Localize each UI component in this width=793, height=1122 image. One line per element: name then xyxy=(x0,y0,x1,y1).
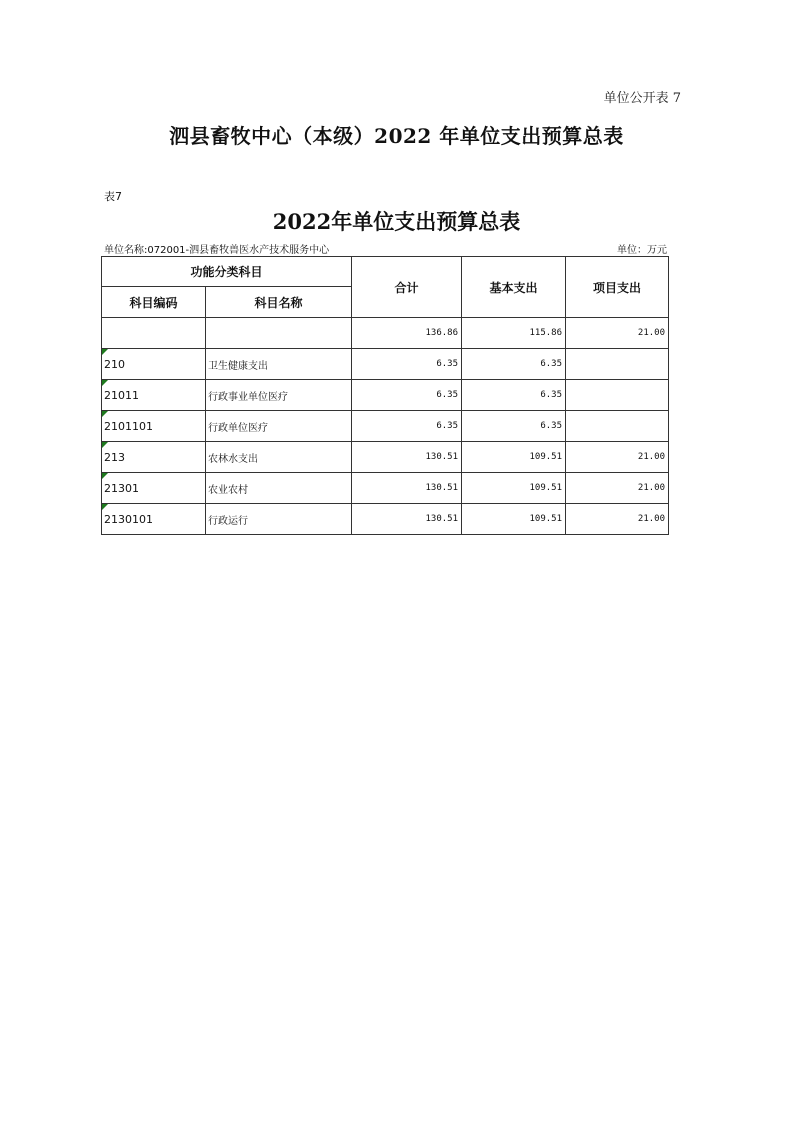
cell-project xyxy=(566,411,669,442)
table-row xyxy=(102,349,669,380)
cell-code-text: 21011 xyxy=(104,388,139,402)
cell-project: 21.00 xyxy=(566,504,669,535)
cell-marker xyxy=(102,411,108,417)
cell-marker xyxy=(102,473,108,479)
cell-code xyxy=(102,411,206,442)
cell-project: 21.00 xyxy=(566,473,669,504)
table-number: 表7 xyxy=(104,190,122,203)
cell-basic: 6.35 xyxy=(462,411,566,442)
unit-name: 单位名称:072001-泗县畜牧兽医水产技术服务中心 xyxy=(104,245,330,256)
header-project: 项目支出 xyxy=(566,257,669,318)
header-code: 科目编码 xyxy=(102,287,206,318)
cell-basic: 109.51 xyxy=(462,473,566,504)
cell-basic: 6.35 xyxy=(462,349,566,380)
cell-project: 21.00 xyxy=(566,318,669,349)
cell-code-text: 2101101 xyxy=(104,419,153,433)
table-row xyxy=(102,442,669,473)
cell-code xyxy=(102,442,206,473)
cell-name: 农林水支出 xyxy=(206,442,352,473)
cell-project: 21.00 xyxy=(566,442,669,473)
cell-marker xyxy=(102,380,108,386)
cell-marker xyxy=(102,349,108,355)
table-row-total xyxy=(102,318,669,349)
unit-label: 单位：万元 xyxy=(617,245,667,256)
cell-code xyxy=(102,473,206,504)
cell-code xyxy=(102,380,206,411)
cell-basic: 109.51 xyxy=(462,442,566,473)
cell-name xyxy=(206,318,352,349)
cell-basic: 6.35 xyxy=(462,380,566,411)
cell-total: 136.86 xyxy=(352,318,462,349)
cell-name: 行政事业单位医疗 xyxy=(206,380,352,411)
main-title: 泗县畜牧中心（本级）2022 年单位支出预算总表 xyxy=(169,124,624,148)
cell-code xyxy=(102,318,206,349)
cell-total: 6.35 xyxy=(352,349,462,380)
cell-project xyxy=(566,380,669,411)
cell-marker xyxy=(102,442,108,448)
cell-basic: 115.86 xyxy=(462,318,566,349)
header-total: 合计 xyxy=(352,257,462,318)
cell-marker xyxy=(102,504,108,510)
cell-project xyxy=(566,349,669,380)
cell-code-text: 21301 xyxy=(104,481,139,495)
cell-total: 6.35 xyxy=(352,380,462,411)
table-row xyxy=(102,411,669,442)
budget-table xyxy=(101,256,669,535)
cell-total: 130.51 xyxy=(352,504,462,535)
cell-code xyxy=(102,349,206,380)
cell-code-text: 2130101 xyxy=(104,512,153,526)
header-name: 科目名称 xyxy=(206,287,352,318)
cell-code-text: 210 xyxy=(104,357,125,371)
cell-total: 130.51 xyxy=(352,442,462,473)
group-header: 功能分类科目 xyxy=(102,257,352,287)
cell-name: 农业农村 xyxy=(206,473,352,504)
table-row xyxy=(102,380,669,411)
table-row xyxy=(102,504,669,535)
cell-basic: 109.51 xyxy=(462,504,566,535)
cell-name: 行政单位医疗 xyxy=(206,411,352,442)
header-basic: 基本支出 xyxy=(462,257,566,318)
cell-code xyxy=(102,504,206,535)
table-row xyxy=(102,473,669,504)
table-title: 2022年单位支出预算总表 xyxy=(272,209,521,234)
cell-name: 行政运行 xyxy=(206,504,352,535)
cell-name: 卫生健康支出 xyxy=(206,349,352,380)
cell-total: 130.51 xyxy=(352,473,462,504)
cell-total: 6.35 xyxy=(352,411,462,442)
cell-code-text: 213 xyxy=(104,450,125,464)
corner-label: 单位公开表 7 xyxy=(603,91,681,106)
